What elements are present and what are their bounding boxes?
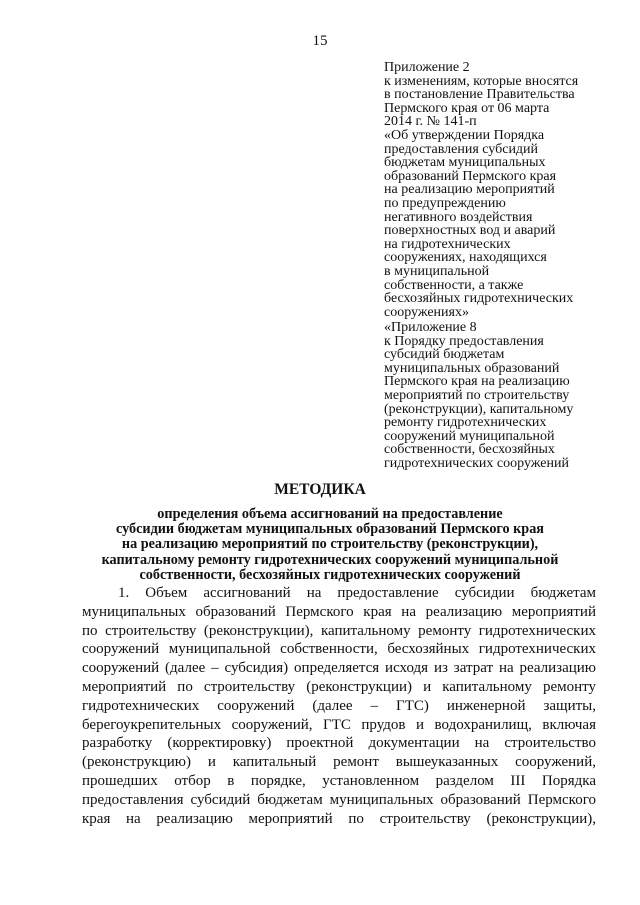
body-line: по строительству (реконструкции), капитальному ремонту гидротехнических xyxy=(82,622,596,639)
body-line: сооружений муниципальной собственности, бесхозяйных гидротехнических xyxy=(82,641,596,658)
body-line: разработку (корректировку) проектной документации на строительство xyxy=(82,735,596,752)
appendix-line: 2014 г. № 141-п xyxy=(384,114,477,130)
appendix-line: «Об утверждении Порядка xyxy=(384,127,545,143)
appendix-line: мероприятий по строительству xyxy=(384,387,570,403)
appendix-line: в постановление Правительства xyxy=(384,87,575,103)
appendix-line: в муниципальной xyxy=(384,263,490,279)
appendix-line: бюджетам муниципальных xyxy=(384,155,546,171)
appendix-line: «Приложение 8 xyxy=(384,320,477,335)
appendix-line: Пермского края на реализацию xyxy=(384,374,570,390)
body-paragraph xyxy=(82,584,596,828)
appendix-line: субсидий бюджетам xyxy=(384,347,505,363)
appendix-line: по предупреждению xyxy=(384,195,506,211)
body-line: сооружений (далее – субсидия) определяется исходя из затрат на реализацию xyxy=(82,660,596,677)
body-line: прошедших отбор в порядке, установленном разделом III Порядка xyxy=(82,772,596,789)
body-line: муниципальных образований Пермского края на реализацию мероприятий xyxy=(82,603,596,620)
appendix-line: муниципальных образований xyxy=(384,360,560,376)
subtitle-line: субсидии бюджетам муниципальных образований Пермского края xyxy=(116,521,544,538)
appendix-line: сооружений муниципальной xyxy=(384,428,555,444)
body-line: (реконструкцию) и капитальный ремонт вышеуказанных сооружений, xyxy=(82,754,596,771)
body-line: 1. Объем ассигнований на предоставление субсидии бюджетам xyxy=(118,585,596,601)
subtitle-line: определения объема ассигнований на предоставление xyxy=(157,506,503,522)
document-subtitle xyxy=(60,507,600,583)
appendix-line: образований Пермского края xyxy=(384,168,557,184)
appendix-line: собственности, а также xyxy=(384,277,524,293)
appendix-line: ремонту гидротехнических xyxy=(384,415,547,431)
subtitle-line: собственности, бесхозяйных гидротехнических сооружений xyxy=(139,566,521,583)
subtitle-line: капитальному ремонту гидротехнических сооружений муниципальной xyxy=(101,551,559,568)
appendix-2-block xyxy=(384,61,620,319)
appendix-line: сооружениях, находящихся xyxy=(384,250,547,266)
appendix-line: негативного воздействия xyxy=(384,209,533,225)
appendix-line: (реконструкции), капитальному xyxy=(384,401,574,417)
appendix-line: гидротехнических сооружений xyxy=(384,455,569,471)
appendix-line: бесхозяйных гидротехнических xyxy=(384,291,574,307)
appendix-line: к Порядку предоставления xyxy=(384,333,544,349)
appendix-line: собственности, бесхозяйных xyxy=(384,442,555,458)
appendix-line: на гидротехнических xyxy=(384,236,511,252)
appendix-8-block xyxy=(384,321,620,471)
body-line: берегоукрепительных сооружений, ГТС прудов и водохранилищ, включая xyxy=(82,716,596,733)
appendix-line: к изменениям, которые вносятся xyxy=(384,73,579,89)
appendix-line: Приложение 2 xyxy=(384,60,470,75)
appendix-line: предоставления субсидий xyxy=(384,141,539,157)
appendix-line: сооружениях» xyxy=(384,304,469,320)
appendix-line: поверхностных вод и аварий xyxy=(384,223,556,239)
appendix-line: Пермского края от 06 марта xyxy=(384,100,550,116)
body-line: края на реализацию мероприятий по строительству (реконструкции), xyxy=(82,810,596,827)
body-line: мероприятий по строительству (реконструкции) и капитальному ремонту xyxy=(82,678,596,695)
page-number: 15 xyxy=(312,33,328,49)
document-title: МЕТОДИКА xyxy=(274,481,366,498)
body-line: предоставления субсидий бюджетам муниципальных образований Пермского xyxy=(82,791,596,808)
appendix-line: на реализацию мероприятий xyxy=(384,182,555,198)
body-line: гидротехнических сооружений (далее – ГТС) инженерной защиты, xyxy=(82,697,596,714)
subtitle-line: на реализацию мероприятий по строительству (реконструкции), xyxy=(121,536,539,553)
